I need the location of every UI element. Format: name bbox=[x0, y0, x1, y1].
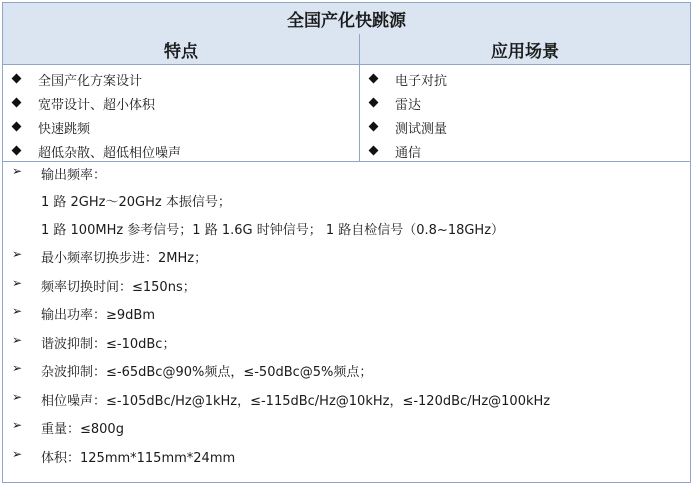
arrow-bullet-icon: ➢ bbox=[12, 247, 23, 261]
arrow-bullet-icon: ➢ bbox=[12, 390, 23, 404]
diamond-icon bbox=[369, 146, 379, 156]
diamond-icon bbox=[369, 122, 379, 132]
spec-phase-noise: 相位噪声：≤-105dBc/Hz@1kHz，≤-115dBc/Hz@10kHz，≤-120dBc/Hz@100kHz bbox=[41, 393, 551, 409]
spec-switch-time: 频率切换时间：≤150ns； bbox=[41, 279, 196, 295]
feature-item: 全国产化方案设计 bbox=[38, 73, 143, 89]
spec-list bbox=[3, 161, 690, 483]
features-cell bbox=[3, 65, 360, 161]
applications-header: 应用场景 bbox=[491, 41, 559, 62]
spec-output-freq-line1: 1 路 2GHz～20GHz 本振信号； bbox=[41, 194, 231, 210]
features-header: 特点 bbox=[3, 34, 360, 64]
spec-table bbox=[2, 2, 691, 483]
spec-spurious: 杂波抑制：≤-65dBc@90%频点，≤-50dBc@5%频点； bbox=[41, 364, 373, 380]
application-item: 雷达 bbox=[395, 97, 422, 113]
arrow-bullet-icon: ➢ bbox=[12, 447, 23, 461]
spec-volume: 体积：125mm*115mm*24mm bbox=[41, 450, 236, 466]
diamond-icon bbox=[12, 122, 22, 132]
arrow-bullet-icon: ➢ bbox=[12, 361, 23, 375]
arrow-bullet-icon: ➢ bbox=[12, 418, 23, 432]
feature-item: 宽带设计、超小体积 bbox=[38, 97, 156, 113]
application-item: 通信 bbox=[395, 145, 422, 161]
spec-output-freq-line2: 1 路 100MHz 参考信号；1 路 1.6G 时钟信号； 1 路自检信号（0.8~18GHz） bbox=[41, 222, 505, 238]
spec-output-freq-label: 输出频率： bbox=[41, 167, 107, 183]
spec-harmonic: 谐波抑制：≤-10dBc； bbox=[41, 336, 176, 352]
diamond-icon bbox=[12, 146, 22, 156]
arrow-bullet-icon: ➢ bbox=[12, 164, 23, 178]
application-item: 测试测量 bbox=[395, 121, 448, 137]
arrow-bullet-icon: ➢ bbox=[12, 333, 23, 347]
application-item: 电子对抗 bbox=[395, 73, 448, 89]
applications-cell bbox=[360, 65, 690, 161]
spec-output-power: 输出功率：≥9dBm bbox=[41, 307, 155, 323]
feature-item: 超低杂散、超低相位噪声 bbox=[38, 145, 182, 161]
diamond-icon bbox=[369, 74, 379, 84]
arrow-bullet-icon: ➢ bbox=[12, 304, 23, 318]
feature-item: 快速跳频 bbox=[38, 121, 91, 137]
spec-weight: 重量：≤800g bbox=[41, 421, 124, 437]
arrow-bullet-icon: ➢ bbox=[12, 276, 23, 290]
diamond-icon bbox=[12, 74, 22, 84]
diamond-icon bbox=[12, 98, 22, 108]
diamond-icon bbox=[369, 98, 379, 108]
spec-min-step: 最小频率切换步进：2MHz； bbox=[41, 250, 208, 266]
table-title: 全国产化快跳源 bbox=[3, 3, 690, 35]
header-row bbox=[3, 34, 690, 65]
feature-application-row bbox=[3, 65, 690, 162]
